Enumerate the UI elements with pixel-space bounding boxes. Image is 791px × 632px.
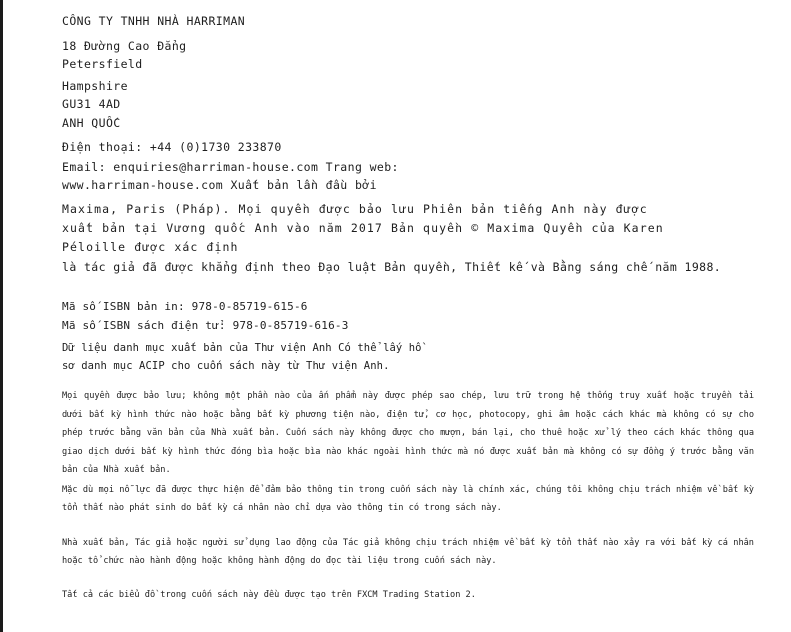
library-catalogue-block <box>62 342 762 373</box>
charts-note-line: Tất cả các biểu đồ trong cuốn sách này đều được tạo trên FXCM Trading Station 2. <box>62 589 476 600</box>
publication-line: Maxima, Paris (Pháp). Mọi quyền được bảo lưu Phiên bản tiếng Anh này được <box>62 202 648 216</box>
rights-line: phép trước bằng văn bản của Nhà xuất bản. Cuốn sách này không được cho mượn, bán lại, cho thuê hoặc xử lý theo cách khác thông qua <box>62 428 754 438</box>
charts-note <box>62 586 754 605</box>
liability-line: hoặc tổ chức nào hành động hoặc không hành động do đọc tài liệu trong cuốn sách này. <box>62 556 497 566</box>
liability-paragraph <box>62 534 754 571</box>
publisher-street: 18 Đường Cao Đẳng <box>62 39 187 53</box>
rights-paragraph <box>62 387 754 480</box>
accuracy-paragraph <box>62 481 754 518</box>
accuracy-line: tổn thất nào phát sinh do bất kỳ cá nhân nào chỉ dựa vào thông tin có trong sách này. <box>62 503 502 513</box>
isbn-print-line: Mã số ISBN bản in: 978-0-85719-615-6 <box>62 300 308 313</box>
rights-line: dưới bất kỳ hình thức nào hoặc bằng bất kỳ phương tiện nào, điện tử, cơ học, photocopy, ghi âm hoặc cách khác mà không có sự cho <box>62 409 754 420</box>
rights-line: Mọi quyền được bảo lưu; không một phần nào của ấn phẩm này được phép sao chép, lưu trữ trong hệ thống truy xuất hoặc truyền tải <box>62 391 754 401</box>
isbn-block <box>62 300 762 332</box>
rights-line: giao dịch dưới bất kỳ hình thức đóng bìa hoặc bìa nào khác ngoài hình thức mà nó được xuất bản mà không có sự đồng ý trước bằng văn <box>62 446 754 457</box>
liability-line: Nhà xuất bản, Tác giả hoặc người sử dụng lao động của Tác giả không chịu trách nhiệm về bất kỳ tổn thất nào xảy ra với bất kỳ cá nhân <box>62 537 754 548</box>
publication-line: Péloille được xác định <box>62 240 239 254</box>
library-catalogue-line: Dữ liệu danh mục xuất bản của Thư viện Anh Có thể lấy hồ <box>62 342 422 354</box>
publication-line: là tác giả đã được khẳng định theo Đạo luật Bản quyền, Thiết kế và Bằng sáng chế năm 1988. <box>62 260 722 274</box>
page-content <box>62 0 762 604</box>
publisher-country: ANH QUỐC <box>62 116 121 130</box>
publisher-email-line: Email: enquiries@harriman-house.com Trang web: <box>62 160 399 174</box>
publisher-web-line: www.harriman-house.com Xuất bản lần đầu bởi <box>62 178 377 192</box>
publisher-town: Petersfield <box>62 57 143 71</box>
library-catalogue-line: sơ danh mục ACIP cho cuốn sách này từ Thư viện Anh. <box>62 360 390 372</box>
publisher-phone: Điện thoại: +44 (0)1730 233870 <box>62 140 282 154</box>
publisher-postcode: GU31 4AD <box>62 97 121 111</box>
isbn-ebook-line: Mã số ISBN sách điện tử: 978-0-85719-616-3 <box>62 319 349 332</box>
page-left-border <box>0 0 3 632</box>
publisher-county: Hampshire <box>62 79 128 93</box>
publisher-company-name: CÔNG TY TNHH NHÀ HARRIMAN <box>62 14 246 28</box>
publication-line: xuất bản tại Vương quốc Anh vào năm 2017 Bản quyền © Maxima Quyền của Karen <box>62 221 664 235</box>
accuracy-line: Mặc dù mọi nỗ lực đã được thực hiện để đảm bảo thông tin trong cuốn sách này là chính xác, chúng tôi không chịu trách nhiệm về bất kỳ <box>62 484 754 495</box>
publication-block <box>62 203 762 274</box>
rights-line: bản của Nhà xuất bản. <box>62 465 171 475</box>
